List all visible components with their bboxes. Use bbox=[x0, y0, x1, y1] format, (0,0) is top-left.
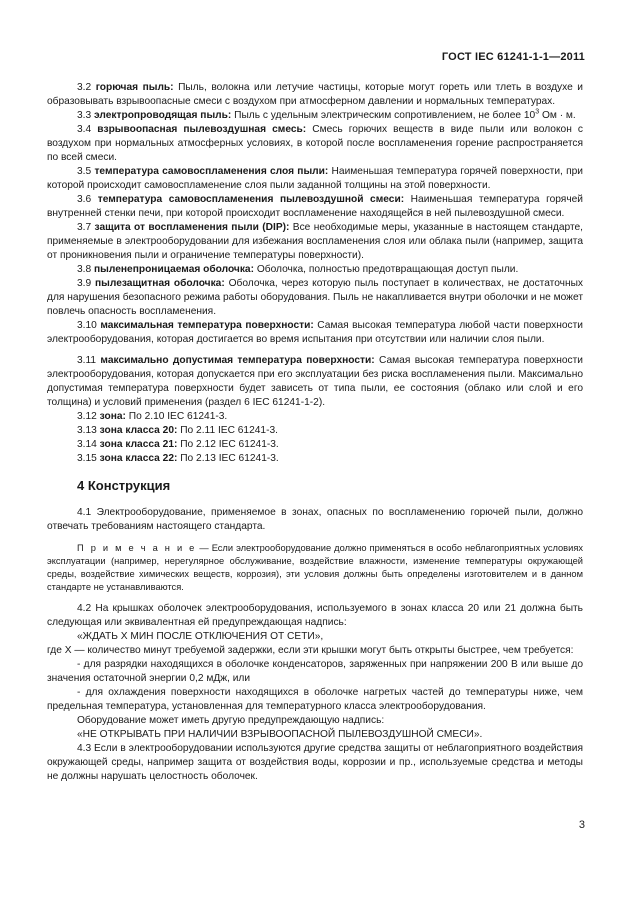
definition-3-10: 3.10 максимальная температура поверхности: Самая высокая температура любой части поверхности электрооборудования, которая достигается во время испытания при отсутствии или наличии слоя пыли. bbox=[47, 320, 583, 345]
definition-3-2: 3.2 горючая пыль: Пыль, волокна или летучие частицы, которые могут гореть или тлеть в воздухе и образовывать взрывоопасные смеси с воздухом при атмосферном давлении и нормальных температурах. bbox=[47, 82, 583, 107]
list-item: - для охлаждения поверхности находящихся в оболочке нагретых частей до температуры ниже, чем предельная температура, установленная для температурного класса электрооборудования. bbox=[47, 687, 583, 712]
term: пылезащитная оболочка: bbox=[95, 278, 225, 289]
term: температура самовоспламенения пылевоздушной смеси: bbox=[97, 194, 405, 205]
term: максимально допустимая температура поверхности: bbox=[100, 355, 375, 366]
note-label: П р и м е ч а н и е bbox=[77, 543, 197, 553]
note: П р и м е ч а н и е — Если электрооборудование должно применяться в особо неблагоприятных условиях эксплуатации (например, нерегулярное обслуживание, воздействие влажности, изменение температуры окружающей среды, воздействие химических веществ, коррозия), эти условия должны быть определены изготовителем и в данном стандарте не устанавливаются. bbox=[47, 543, 583, 592]
page-number: 3 bbox=[578, 819, 585, 831]
section-heading: 4 Конструкция bbox=[77, 478, 171, 493]
definition-3-8: 3.8 пыленепроницаемая оболочка: Оболочка, полностью предотвращающая доступ пыли. bbox=[77, 264, 519, 275]
term: зона класса 20: bbox=[99, 425, 178, 436]
definition-3-12: 3.12 зона: По 2.10 IEC 61241-3. bbox=[77, 411, 228, 422]
definition-3-11: 3.11 максимально допустимая температура поверхности: Самая высокая температура поверхности электрооборудования, которая допускается при его эксплуатации без риска воспламенения пыли. Максимально допустимая температура поверхности будет зависеть от типа пыли, ее состояния (облако или слой и его толщина) и условий применения (раздел 6 IEC 61241-1-2). bbox=[47, 355, 583, 408]
definition-3-3: 3.3 электропроводящая пыль: Пыль с удельным электрическим сопротивлением, не более $10^3$ Ом · м. bbox=[77, 108, 576, 121]
term: электропроводящая пыль: bbox=[94, 110, 232, 121]
document-body bbox=[47, 81, 583, 784]
definition-3-13: 3.13 зона класса 20: По 2.11 IEC 61241-3. bbox=[77, 425, 278, 436]
term: горючая пыль: bbox=[95, 82, 174, 93]
paragraph-4-2: 4.2 На крышках оболочек электрооборудования, используемого в зонах класса 20 или 21 должна быть следующая или эквивалентная ей предупреждающая надпись: bbox=[47, 603, 583, 628]
term: защита от воспламенения пыли (DIP): bbox=[94, 222, 290, 233]
paragraph-4-3: 4.3 Если в электрооборудовании используются другие средства защиты от неблагоприятного воздействия окружающей среды, например защита от воздействия воды, коррозии и пр., используемые средства и методы не должны нарушать целостность оболочек. bbox=[47, 743, 583, 782]
definition-3-9: 3.9 пылезащитная оболочка: Оболочка, через которую пыль поступает в количествах, не достаточных для нарушения безопасного режима работы оборудования. Пыль не накапливается внутри оболочки и не может повлечь опасность воспламенения. bbox=[47, 278, 583, 317]
term: максимальная температура поверхности: bbox=[100, 320, 314, 331]
where-clause: где X — количество минут требуемой задержки, если эти крышки могут быть открыты быстрее, чем требуется: bbox=[47, 645, 574, 656]
definition-3-7: 3.7 защита от воспламенения пыли (DIP): Все необходимые меры, указанные в настоящем стандарте, применяемые в электрооборудовании для избежания воспламенения слоя или облака пыли (например, защита от проникновения пыли и ограничение температуры поверхности). bbox=[47, 222, 583, 261]
term: зона класса 21: bbox=[99, 439, 178, 450]
list-item: - для разрядки находящихся в оболочке конденсаторов, заряженных при напряжении 200 В или выше до значения остаточной энергии 0,2 мДж, или bbox=[47, 659, 583, 684]
term: взрывоопасная пылевоздушная смесь: bbox=[97, 124, 307, 135]
definition-3-15: 3.15 зона класса 22: По 2.13 IEC 61241-3. bbox=[77, 453, 279, 464]
paragraph-4-1: 4.1 Электрооборудование, применяемое в зонах, опасных по воспламенению горючей пыли, должно отвечать требованиям настоящего стандарта. bbox=[47, 507, 583, 532]
term: температура самовоспламенения слоя пыли: bbox=[94, 166, 329, 177]
definition-3-14: 3.14 зона класса 21: По 2.12 IEC 61241-3. bbox=[77, 439, 279, 450]
definition-3-4: 3.4 взрывоопасная пылевоздушная смесь: Смесь горючих веществ в виде пыли или волокон с воздухом при нормальных атмосферных условиях, в которой после воспламенения горение распространяется по всей смеси. bbox=[47, 124, 583, 163]
warning-text-1: «ЖДАТЬ X МИН ПОСЛЕ ОТКЛЮЧЕНИЯ ОТ СЕТИ», bbox=[77, 631, 324, 642]
document-header: ГОСТ IEC 61241-1-1—2011 bbox=[441, 51, 585, 63]
definition-3-6: 3.6 температура самовоспламенения пылевоздушной смеси: Наименьшая температура горячей внутренней стенки печи, при которой происходит воспламенение находящейся в ней пылевоздушной смеси. bbox=[47, 194, 583, 219]
definition-3-5: 3.5 температура самовоспламенения слоя пыли: Наименьшая температура горячей поверхности, при которой происходит самовоспламенение слоя пыли заданной толщины на этой поверхности. bbox=[47, 166, 583, 191]
alt-warning-intro: Оборудование может иметь другую предупреждающую надпись: bbox=[77, 715, 385, 726]
term: зона: bbox=[99, 411, 126, 422]
warning-text-2: «НЕ ОТКРЫВАТЬ ПРИ НАЛИЧИИ ВЗРЫВООПАСНОЙ ПЫЛЕВОЗДУШНОЙ СМЕСИ». bbox=[77, 729, 483, 740]
term: зона класса 22: bbox=[99, 453, 178, 464]
term: пыленепроницаемая оболочка: bbox=[94, 264, 254, 275]
